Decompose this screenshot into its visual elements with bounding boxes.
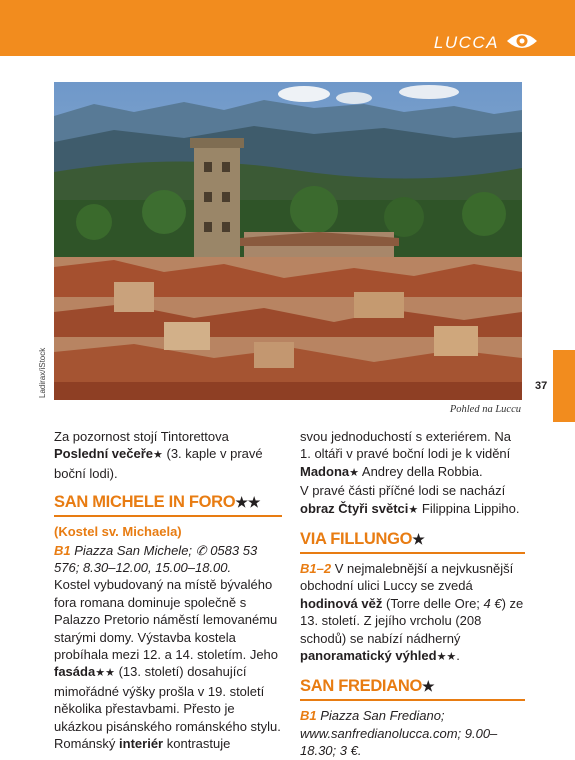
text-span: Filippina Lippiho. bbox=[421, 500, 520, 516]
bold-term: obraz Čtyři světci bbox=[300, 500, 409, 516]
heading-text: SAN MICHELE IN FORO bbox=[54, 493, 236, 512]
text-span: (13. století) dosahující mimořádné výšky prošla v 19. století několika přestavbami. Přesto je ukázkou pisánského románského stylu. Románský bbox=[54, 664, 281, 752]
text-span: (Torre delle Ore; bbox=[385, 595, 480, 611]
text-column-left bbox=[54, 428, 282, 753]
section-heading bbox=[300, 529, 525, 554]
text-span: Piazza San Michele; bbox=[74, 542, 193, 558]
text-span: (3. kaple v pravé boční lodi). bbox=[54, 446, 263, 481]
heading-text: VIA FILLUNGO bbox=[300, 530, 413, 549]
price: 4 € bbox=[483, 595, 502, 611]
text-span: ) ze 13. století. Z jejího vrcholu (208 schodů) se nabízí nádherný bbox=[300, 595, 524, 646]
paragraph bbox=[300, 560, 525, 666]
text-span: kontrastuje bbox=[166, 736, 231, 752]
star-rating: ★★ bbox=[235, 494, 261, 511]
bold-term: fasáda bbox=[54, 664, 96, 680]
text-span: Za pozornost stojí Tintorettova bbox=[54, 429, 229, 444]
text-span: V pravé části příčné lodi se nachází bbox=[300, 483, 506, 499]
practical-info bbox=[54, 542, 282, 577]
bold-term: hodinová věž bbox=[300, 595, 383, 611]
star-rating: ★ bbox=[422, 678, 435, 695]
running-title: LUCCA bbox=[433, 33, 499, 52]
star-rating: ★★ bbox=[436, 651, 457, 664]
practical-info bbox=[300, 707, 525, 759]
eye-icon bbox=[506, 31, 538, 51]
star-rating: ★ bbox=[153, 449, 163, 462]
phone-icon: ✆ bbox=[195, 542, 207, 558]
star-rating: ★ bbox=[408, 503, 419, 516]
side-tab bbox=[553, 350, 575, 422]
paragraph bbox=[54, 576, 282, 752]
photo-credit: Ladirax/iStock bbox=[38, 347, 47, 398]
text-span: Piazza San Frediano; www.sanfredianolucca.com; 9.00–18.30; 3 €. bbox=[300, 708, 498, 759]
star-rating: ★ bbox=[349, 466, 359, 479]
bold-term: Madona bbox=[300, 463, 350, 479]
page-number: 37 bbox=[535, 380, 548, 392]
text-span: Kostel vybudovaný na místě bývalého fora romana dominuje společně s Palazzo Pretorio náměstí lemovanému starými domy. Výstavba kostela probíhala mezi 12. a 14. stoletím. Jeho bbox=[54, 577, 279, 663]
phone-number: 0583 53 576; bbox=[54, 542, 258, 576]
section-heading bbox=[300, 676, 525, 701]
star-rating: ★★ bbox=[95, 667, 115, 680]
text-span: Andrey della Robbia. bbox=[361, 463, 483, 479]
lucca-panorama-photo bbox=[54, 82, 522, 400]
paragraph bbox=[300, 428, 525, 482]
text-span: svou jednoduchostí s exteriérem. Na 1. oltáři v pravé boční lodi je k vidění bbox=[300, 429, 511, 462]
text-column-right bbox=[300, 428, 525, 760]
bold-term: panoramatický výhled bbox=[300, 648, 437, 664]
photo-caption: Pohled na Luccu bbox=[449, 404, 521, 415]
section-heading bbox=[54, 492, 282, 517]
map-reference: B1 bbox=[54, 542, 71, 558]
opening-hours: 8.30–12.00, 15.00–18.00. bbox=[82, 560, 232, 576]
page-header-bar bbox=[0, 0, 575, 56]
map-reference: B1–2 bbox=[300, 561, 332, 577]
text-span: V nejmalebnější a nejvkusnější obchodní ulici Luccy se zvedá bbox=[300, 561, 514, 594]
section-subtitle: (Kostel sv. Michaela) bbox=[54, 524, 182, 540]
star-rating: ★ bbox=[412, 531, 425, 548]
map-reference: B1 bbox=[300, 708, 317, 724]
paragraph bbox=[300, 482, 525, 519]
heading-text: SAN FREDIANO bbox=[300, 677, 422, 696]
text-span: . bbox=[456, 648, 460, 664]
paragraph bbox=[54, 428, 282, 482]
bold-term: interiér bbox=[119, 736, 164, 752]
bold-term: Poslední večeře bbox=[54, 446, 153, 462]
